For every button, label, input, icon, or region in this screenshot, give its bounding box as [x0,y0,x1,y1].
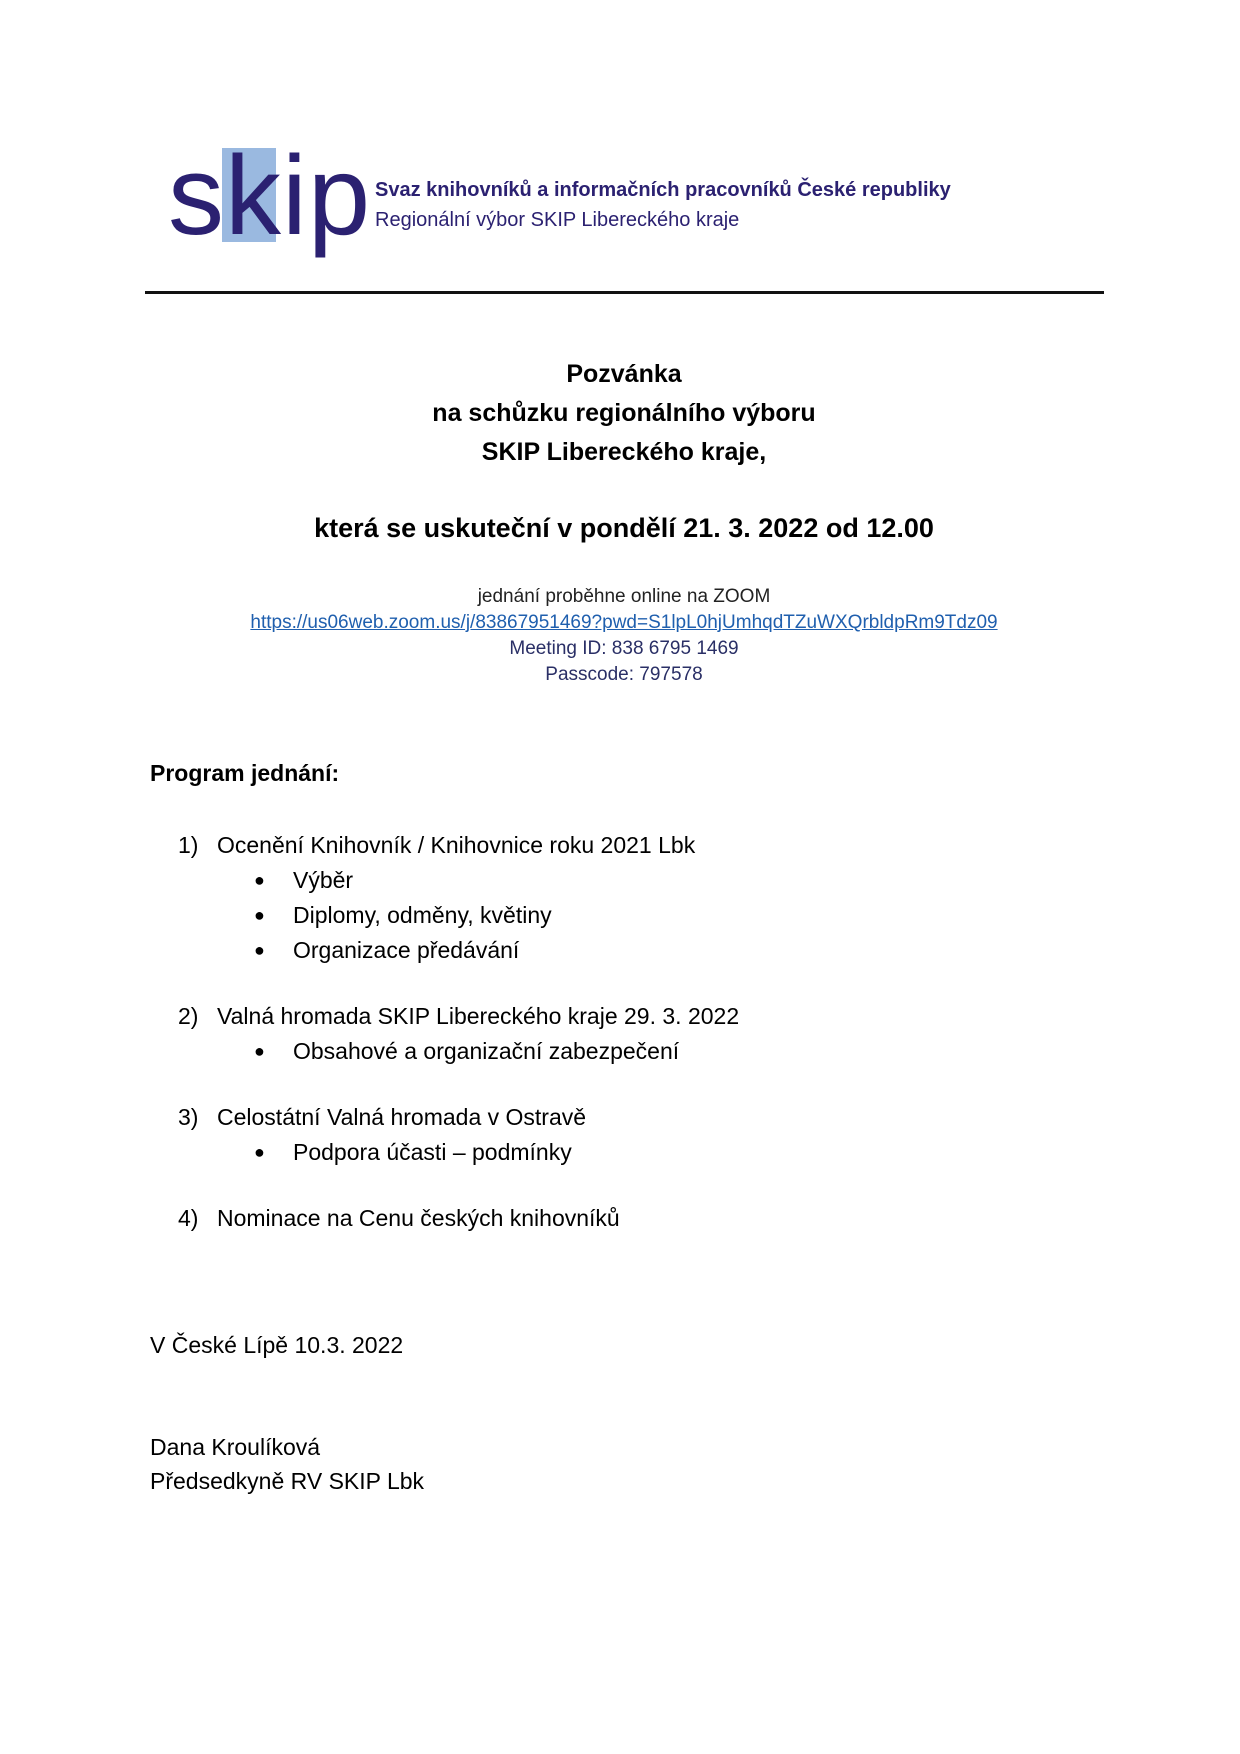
title-line-1: Pozvánka [566,360,682,388]
agenda-list [150,828,739,1236]
agenda-subitem-text: Organizace předávání [293,937,520,963]
agenda-subitem [150,1034,739,1069]
title-line-2: na schůzku regionálního výboru [432,399,816,427]
online-info [0,584,1240,688]
zoom-link[interactable]: https://us06web.zoom.us/j/83867951469?pwd=S1lpL0hjUmhqdTZuWXQrbldpRm9Tdz09 [250,612,998,633]
place-and-date: V České Lípě 10.3. 2022 [150,1332,404,1358]
agenda-subitem-text: Diplomy, odměny, květiny [293,902,552,928]
agenda-item-text: Ocenění Knihovník / Knihovnice roku 2021 Lbk [217,832,696,858]
agenda-item-number: 3) [178,1104,199,1130]
bullet-icon: ● [254,940,265,960]
bullet-icon: ● [254,870,265,890]
agenda-item [150,999,739,1069]
passcode: Passcode: 797578 [545,664,703,685]
signer-role: Předsedkyně RV SKIP Lbk [150,1468,425,1494]
signature-block [150,1430,424,1498]
agenda-subitem [150,933,739,968]
agenda-item-text: Celostátní Valná hromada v Ostravě [217,1104,587,1130]
online-intro: jednání proběhne online na ZOOM [477,586,771,607]
agenda-item [150,828,739,968]
org-line-2: Regionální výbor SKIP Libereckého kraje [375,209,740,231]
meeting-id: Meeting ID: 838 6795 1469 [509,638,739,659]
agenda-subitem [150,1135,739,1170]
skip-logo [168,133,372,268]
header-divider [145,291,1104,294]
agenda-subitem [150,898,739,933]
agenda-item-number: 1) [178,832,199,858]
logo-text: skip [168,133,372,258]
invitation-title [0,355,1240,472]
organization-name [375,175,951,235]
bullet-icon: ● [254,1041,265,1061]
program-title: Program jednání: [150,760,340,786]
bullet-icon: ● [254,1142,265,1162]
agenda-item-number: 2) [178,1003,199,1029]
agenda-item-text: Valná hromada SKIP Libereckého kraje 29. 3. 2022 [217,1003,740,1029]
agenda-item [150,1201,739,1236]
agenda-subitem [150,863,739,898]
meeting-date: která se uskuteční v pondělí 21. 3. 2022 od 12.00 [314,513,934,543]
org-line-1: Svaz knihovníků a informačních pracovníků České republiky [375,179,951,201]
bullet-icon: ● [254,905,265,925]
agenda-subitem-text: Podpora účasti – podmínky [293,1139,572,1165]
agenda-item [150,1100,739,1170]
agenda-subitem-text: Výběr [293,867,354,893]
agenda-item-text: Nominace na Cenu českých knihovníků [217,1205,620,1231]
agenda-item-number: 4) [178,1205,199,1231]
title-line-3: SKIP Libereckého kraje, [481,438,767,466]
signer-name: Dana Kroulíková [150,1434,321,1460]
agenda-subitem-text: Obsahové a organizační zabezpečení [293,1038,680,1064]
